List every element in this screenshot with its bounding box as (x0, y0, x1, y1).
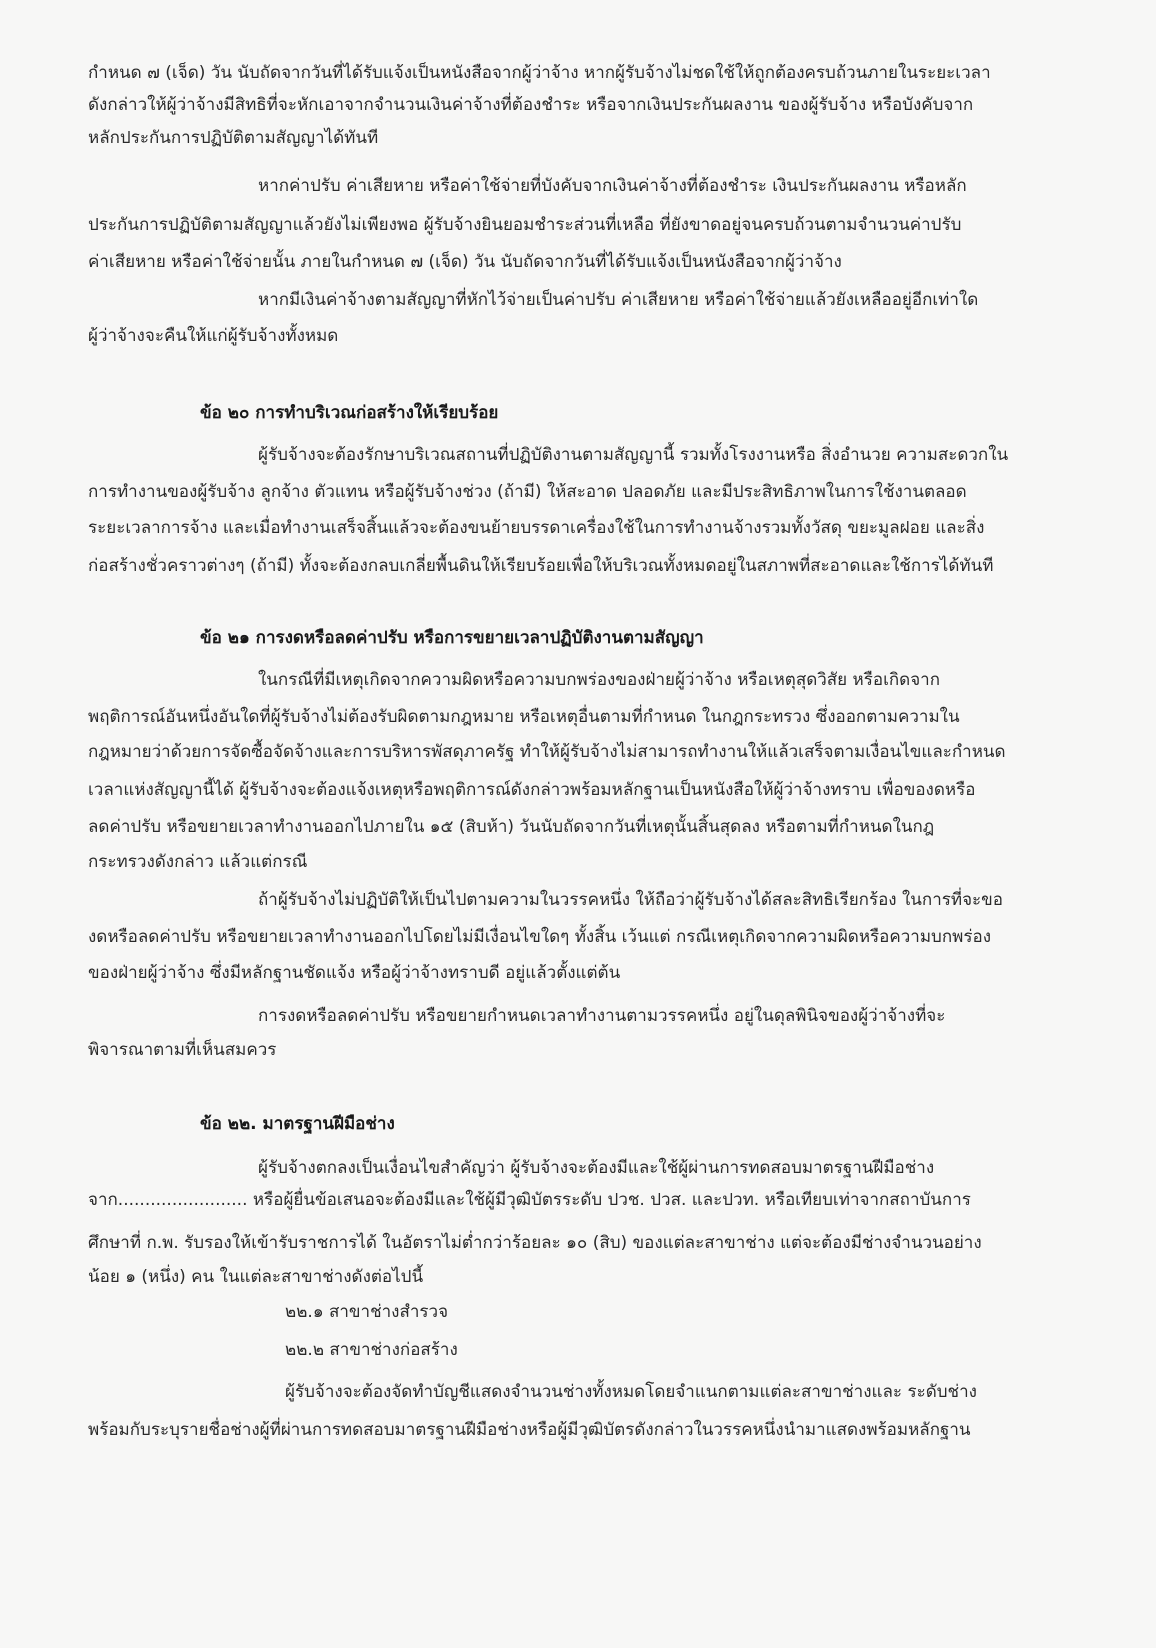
text-line: หากค่าปรับ ค่าเสียหาย หรือค่าใช้จ่ายที่บังคับจากเงินค่าจ้างที่ต้องชำระ เงินประกันผลงาน หรือหลัก (258, 176, 967, 196)
text-line: น้อย ๑ (หนึ่ง) คน ในแต่ละสาขาช่างดังต่อไปนี้ (88, 1267, 424, 1287)
text-line: หลักประกันการปฏิบัติตามสัญญาได้ทันที (88, 128, 379, 148)
section-heading-21: ข้อ ๒๑ การงดหรือลดค่าปรับ หรือการขยายเวลาปฏิบัติงานตามสัญญา (200, 628, 704, 648)
text-line: ผู้รับจ้างจะต้องจัดทำบัญชีแสดงจำนวนช่างทั้งหมดโดยจำแนกตามแต่ละสาขาช่างและ ระดับช่าง (285, 1382, 977, 1402)
text-line: หากมีเงินค่าจ้างตามสัญญาที่หักไว้จ่ายเป็นค่าปรับ ค่าเสียหาย หรือค่าใช้จ่ายแล้วยังเหลืออยู่อีกเท่าใด (258, 290, 979, 310)
text-line: ผู้ว่าจ้างจะคืนให้แก่ผู้รับจ้างทั้งหมด (88, 326, 339, 346)
text-line: ก่อสร้างชั่วคราวต่างๆ (ถ้ามี) ทั้งจะต้องกลบเกลี่ยพื้นดินให้เรียบร้อยเพื่อให้บริเวณทั้งหมดอยู่ในสภาพที่สะอาดและใช้การได้ทันที (88, 556, 994, 576)
text-line: ดังกล่าวให้ผู้ว่าจ้างมีสิทธิที่จะหักเอาจากจำนวนเงินค่าจ้างที่ต้องชำระ หรือจากเงินประกันผลงาน ของผู้รับจ้าง หรือบังคับจาก (88, 95, 974, 115)
text-line: ค่าเสียหาย หรือค่าใช้จ่ายนั้น ภายในกำหนด ๗ (เจ็ด) วัน นับถัดจากวันที่ได้รับแจ้งเป็นหนังสือจากผู้ว่าจ้าง (88, 252, 842, 272)
text-line: ของฝ่ายผู้ว่าจ้าง ซึ่งมีหลักฐานชัดแจ้ง หรือผู้ว่าจ้างทราบดี อยู่แล้วตั้งแต่ต้น (88, 963, 621, 983)
text-line: ประกันการปฏิบัติตามสัญญาแล้วยังไม่เพียงพอ ผู้รับจ้างยินยอมชำระส่วนที่เหลือ ที่ยังขาดอยู่จนครบถ้วนตามจำนวนค่าปรับ (88, 215, 962, 235)
text-line: ลดค่าปรับ หรือขยายเวลาทำงานออกไปภายใน ๑๕ (สิบห้า) วันนับถัดจากวันที่เหตุนั้นสิ้นสุดลง หรือตามที่กำหนดในกฎ (88, 817, 935, 837)
text-line: พร้อมกับระบุรายชื่อช่างผู้ที่ผ่านการทดสอบมาตรฐานฝีมือช่างหรือผู้มีวุฒิบัตรดังกล่าวในวรรคหนึ่งนำมาแสดงพร้อมหลักฐาน (88, 1420, 971, 1440)
text-line: พิจารณาตามที่เห็นสมควร (88, 1040, 277, 1060)
text-line: กระทรวงดังกล่าว แล้วแต่กรณี (88, 852, 308, 872)
text-line: กฎหมายว่าด้วยการจัดซื้อจัดจ้างและการบริหารพัสดุภาครัฐ ทำให้ผู้รับจ้างไม่สามารถทำงานให้แล้วเสร็จตามเงื่อนไขและกำหนด (88, 742, 1006, 762)
text-line: ศึกษาที่ ก.พ. รับรองให้เข้ารับราชการได้ ในอัตราไม่ต่ำกว่าร้อยละ ๑๐ (สิบ) ของแต่ละสาขาช่าง แต่จะต้องมีช่างจำนวนอย่าง (88, 1233, 982, 1253)
text-line: งดหรือลดค่าปรับ หรือขยายเวลาทำงานออกไปโดยไม่มีเงื่อนไขใดๆ ทั้งสิ้น เว้นแต่ กรณีเหตุเกิดจากความผิดหรือความบกพร่อง (88, 927, 991, 947)
text-line: การทำงานของผู้รับจ้าง ลูกจ้าง ตัวแทน หรือผู้รับจ้างช่วง (ถ้ามี) ให้สะอาด ปลอดภัย และมีประสิทธิภาพในการใช้งานตลอด (88, 482, 967, 502)
text-line: การงดหรือลดค่าปรับ หรือขยายกำหนดเวลาทำงานตามวรรคหนึ่ง อยู่ในดุลพินิจของผู้ว่าจ้างที่จะ (258, 1006, 946, 1026)
text-line: ระยะเวลาการจ้าง และเมื่อทำงานเสร็จสิ้นแล้วจะต้องขนย้ายบรรดาเครื่องใช้ในการทำงานจ้างรวมทั้งวัสดุ ขยะมูลฝอย และสิ่ง (88, 518, 985, 538)
text-line: ผู้รับจ้างจะต้องรักษาบริเวณสถานที่ปฏิบัติงานตามสัญญานี้ รวมทั้งโรงงานหรือ สิ่งอำนวย ความสะดวกใน (258, 445, 1009, 465)
text-line: พฤติการณ์อันหนึ่งอันใดที่ผู้รับจ้างไม่ต้องรับผิดตามกฎหมาย หรือเหตุอื่นตามที่กำหนด ในกฎกระทรวง ซึ่งออกตามความใน (88, 707, 960, 727)
list-item: ๒๒.๒ สาขาช่างก่อสร้าง (285, 1340, 458, 1360)
section-heading-20: ข้อ ๒๐ การทำบริเวณก่อสร้างให้เรียบร้อย (200, 403, 499, 423)
text-line: จาก........................ หรือผู้ยื่นข้อเสนอจะต้องมีและใช้ผู้มีวุฒิบัตรระดับ ปวช. ปวส. และปวท. หรือเทียบเท่าจากสถาบันการ (88, 1190, 971, 1210)
text-line: ถ้าผู้รับจ้างไม่ปฏิบัติให้เป็นไปตามความในวรรคหนึ่ง ให้ถือว่าผู้รับจ้างได้สละสิทธิเรียกร้อง ในการที่จะขอ (258, 890, 1004, 910)
text-line: ในกรณีที่มีเหตุเกิดจากความผิดหรือความบกพร่องของฝ่ายผู้ว่าจ้าง หรือเหตุสุดวิสัย หรือเกิดจาก (258, 670, 941, 690)
list-item: ๒๒.๑ สาขาช่างสำรวจ (285, 1302, 449, 1322)
text-line: เวลาแห่งสัญญานี้ได้ ผู้รับจ้างจะต้องแจ้งเหตุหรือพฤติการณ์ดังกล่าวพร้อมหลักฐานเป็นหนังสือให้ผู้ว่าจ้างทราบ เพื่อของดหรือ (88, 780, 976, 800)
text-line: กำหนด ๗ (เจ็ด) วัน นับถัดจากวันที่ได้รับแจ้งเป็นหนังสือจากผู้ว่าจ้าง หากผู้รับจ้างไม่ชดใช้ให้ถูกต้องครบถ้วนภายในระยะเวลา (88, 63, 991, 83)
text-line: ผู้รับจ้างตกลงเป็นเงื่อนไขสำคัญว่า ผู้รับจ้างจะต้องมีและใช้ผู้ผ่านการทดสอบมาตรฐานฝีมือช่าง (258, 1158, 935, 1178)
section-heading-22: ข้อ ๒๒. มาตรฐานฝีมือช่าง (200, 1114, 395, 1134)
